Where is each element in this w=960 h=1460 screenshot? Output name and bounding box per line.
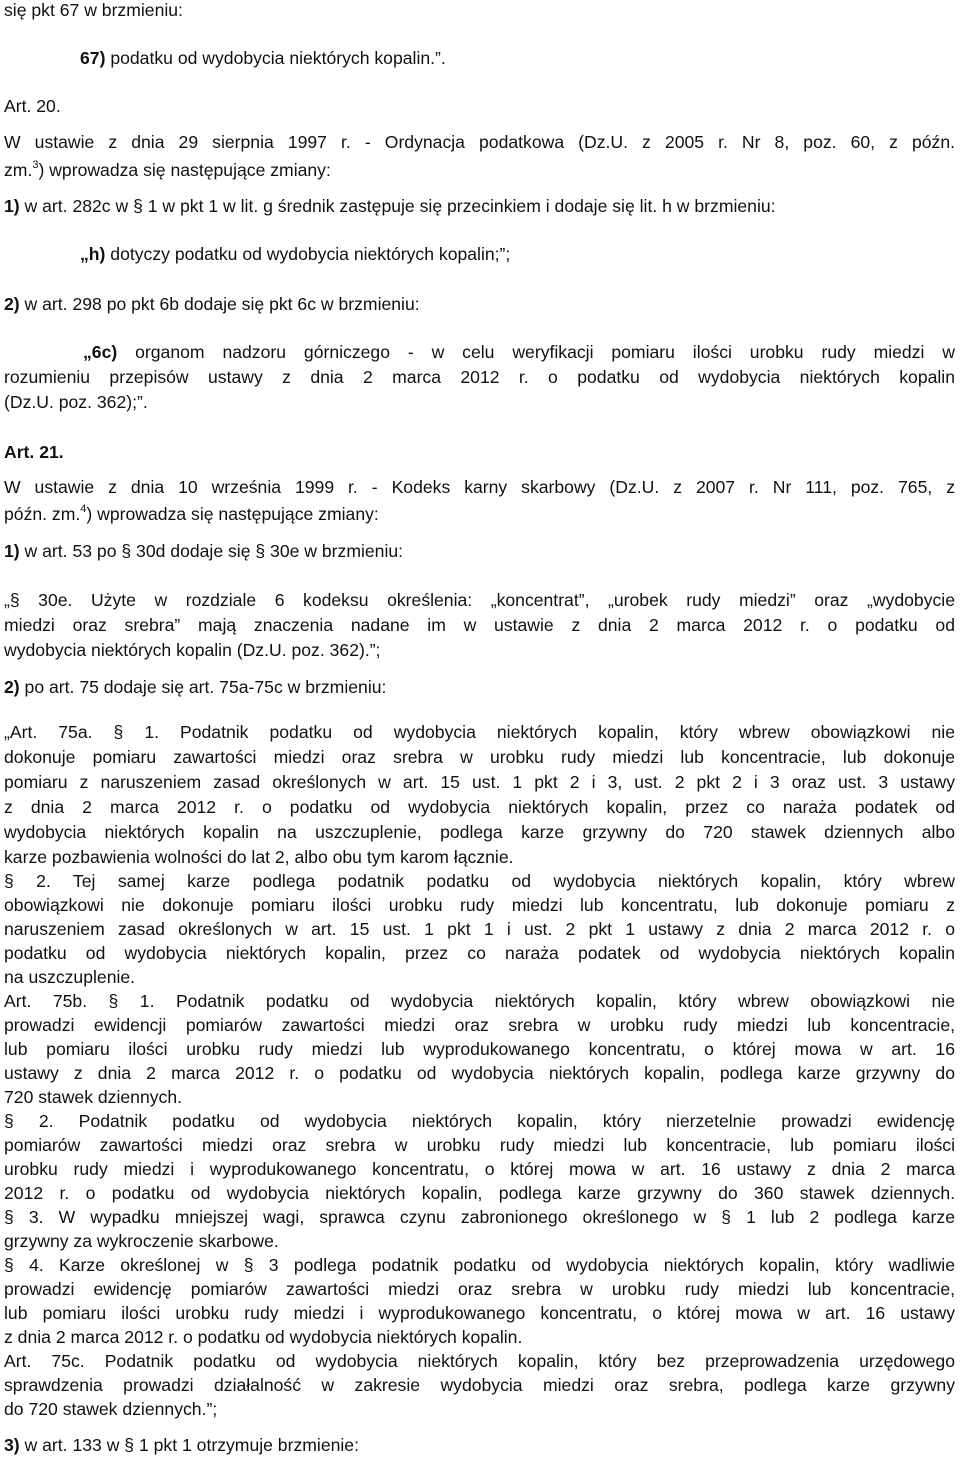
text-line: W ustawie z dnia 10 września 1999 r. - Kodeks karny skarbowy (Dz.U. z 2007 r. Nr 111, poz. 765, z [4,477,955,497]
text-line-footnote-4 [4,504,379,526]
text-line: pomiarów zawartości miedzi oraz srebra w urobku rudy miedzi lub koncentracie, lub pomiaru ilości [4,1135,955,1155]
quoted-item-67 [80,48,446,70]
text-line: 2012 r. o podatku od wydobycia niektórych kopalin, podlega karze grzywny do 360 stawek dziennych. [4,1183,955,1203]
text-fragment: późn. zm. [4,504,81,524]
text-line: 720 stawek dziennych. [4,1087,182,1107]
article-heading-20: Art. 20. [4,96,61,116]
point-3 [4,1435,359,1457]
text-fragment: ) wprowadza się następujące zmiany: [38,160,331,180]
point-number: 3) [4,1435,20,1455]
text-line: karze pozbawienia wolności do lat 2, albo obu tym karom łącznie. [4,847,514,867]
footnote-ref: 4 [80,503,87,515]
article-heading-21: Art. 21. [4,442,64,462]
point-1 [4,196,776,218]
text-line: § 2. Podatnik podatku od wydobycia niektórych kopalin, który nierzetelnie prowadzi ewidencję [4,1111,955,1131]
text-line: „Art. 75a. § 1. Podatnik podatku od wydobycia niektórych kopalin, który wbrew obowiązkowi nie [4,722,955,742]
text-line: podatku od wydobycia niektórych kopalin, przez co naraża podatek od wydobycia niektórych kopalin [4,943,955,963]
text-line: § 3. W wypadku mniejszej wagi, sprawca czynu zabronionego określonego w § 1 lub 2 podlega karze [4,1207,955,1227]
text-line: prowadzi ewidencję pomiarów zawartości miedzi oraz srebra w urobku rudy miedzi lub koncentracie, [4,1279,955,1299]
text-line: pomiaru z naruszeniem zasad określonych w art. 15 ust. 1 pkt 2 i 3, ust. 2 pkt 2 i 3 oraz ust. 3 ustawy [4,772,955,792]
point-2 [4,677,386,699]
text-line: ustawy z dnia 2 marca 2012 r. o podatku od wydobycia niektórych kopalin, podlega karze grzywny do [4,1063,955,1083]
point-number: 1) [4,196,20,216]
text-line: § 2. Tej samej karze podlega podatnik podatku od wydobycia niektórych kopalin, który wbrew [4,871,955,891]
text-line-footnote-3 [4,160,331,182]
text-line: naruszeniem zasad określonych w art. 15 ust. 1 pkt 1 i ust. 2 pkt 1 ustawy z dnia 2 marca 2012 r. o [4,919,955,939]
point-number: 2) [4,677,20,697]
footnote-ref: 3 [32,159,39,171]
text-line: lub pomiaru ilości urobku rudy miedzi lub wyprodukowanego koncentratu, o której mowa w art. 16 [4,1039,955,1059]
text-line: Art. 75b. § 1. Podatnik podatku od wydobycia niektórych kopalin, który wbrew obowiązkowi nie [4,991,955,1011]
text-line: urobku rudy miedzi i wyprodukowanego koncentratu, o której mowa w art. 16 ustawy z dnia 2 marca [4,1159,955,1179]
point-text: w art. 298 po pkt 6b dodaje się pkt 6c w brzmieniu: [24,294,420,314]
point-text: w art. 53 po § 30d dodaje się § 30e w brzmieniu: [24,541,404,561]
point-2 [4,294,420,316]
text-line: z dnia 2 marca 2012 r. o podatku od wydobycia niektórych kopalin, przez co naraża podatek od [4,797,955,817]
text-line: rozumieniu przepisów ustawy z dnia 2 marca 2012 r. o podatku od wydobycia niektórych kopalin [4,367,955,387]
quoted-letter-h [80,244,510,266]
item-text: organom nadzoru górniczego - w celu weryfikacji pomiaru ilości urobku rudy miedzi w [135,342,955,362]
point-number: 1) [4,541,20,561]
text-line: wydobycia niektórych kopalin na uszczuplenie, podlega karze grzywny do 720 stawek dziennych albo [4,822,955,842]
text-line: miedzi oraz srebra” mają znaczenia nadane im w ustawie z dnia 2 marca 2012 r. o podatku od [4,615,955,635]
text-line: z dnia 2 marca 2012 r. o podatku od wydobycia niektórych kopalin. [4,1327,523,1347]
item-number: „h) [80,244,106,264]
quoted-item-6c [83,342,955,364]
text-line: lub pomiaru ilości urobku rudy miedzi i wyprodukowanego koncentratu, o której mowa w art. 16 ustawy [4,1303,955,1323]
text-line: prowadzi ewidencji pomiarów zawartości miedzi oraz srebra w urobku rudy miedzi lub koncentracie, [4,1015,955,1035]
point-text: po art. 75 dodaje się art. 75a-75c w brzmieniu: [24,677,387,697]
text-line: wydobycia niektórych kopalin (Dz.U. poz. 362).”; [4,640,381,660]
text-line: się pkt 67 w brzmieniu: [4,0,183,20]
point-number: 2) [4,294,20,314]
text-line: grzywny za wykroczenie skarbowe. [4,1231,279,1251]
text-line: na uszczuplenie. [4,967,136,987]
text-line: obowiązkowi nie dokonuje pomiaru ilości urobku rudy miedzi lub koncentratu, lub dokonuje pomiaru z [4,895,955,915]
text-line: sprawdzenia prowadzi działalność w zakresie wydobycia miedzi oraz srebra, podlega karze grzywny [4,1375,955,1395]
text-line: § 4. Karze określonej w § 3 podlega podatnik podatku od wydobycia niektórych kopalin, który wadliwie [4,1255,955,1275]
text-line: Art. 75c. Podatnik podatku od wydobycia niektórych kopalin, który bez przeprowadzenia urzędowego [4,1351,955,1371]
text-fragment: zm. [4,160,33,180]
item-text: dotyczy podatku od wydobycia niektórych kopalin;”; [110,244,511,264]
item-text: podatku od wydobycia niektórych kopalin.”. [110,48,446,68]
text-line: dokonuje pomiaru zawartości miedzi oraz srebra w urobku rudy miedzi lub koncentracie, lub dokonuje [4,747,955,767]
text-fragment: ) wprowadza się następujące zmiany: [86,504,379,524]
item-number: „6c) [83,342,118,362]
text-line: W ustawie z dnia 29 sierpnia 1997 r. - Ordynacja podatkowa (Dz.U. z 2005 r. Nr 8, poz. 60, z późn. [4,132,955,152]
point-1 [4,541,403,563]
text-line: do 720 stawek dziennych.”; [4,1399,218,1419]
text-line: „§ 30e. Użyte w rozdziale 6 kodeksu określenia: „koncentrat”, „urobek rudy miedzi” oraz „wydobycie [4,590,955,610]
point-text: w art. 133 w § 1 pkt 1 otrzymuje brzmienie: [24,1435,359,1455]
item-number: 67) [80,48,106,68]
point-text: w art. 282c w § 1 w pkt 1 w lit. g średnik zastępuje się przecinkiem i dodaje się lit. h w brzmieniu: [24,196,776,216]
text-line: (Dz.U. poz. 362);”. [4,392,148,412]
